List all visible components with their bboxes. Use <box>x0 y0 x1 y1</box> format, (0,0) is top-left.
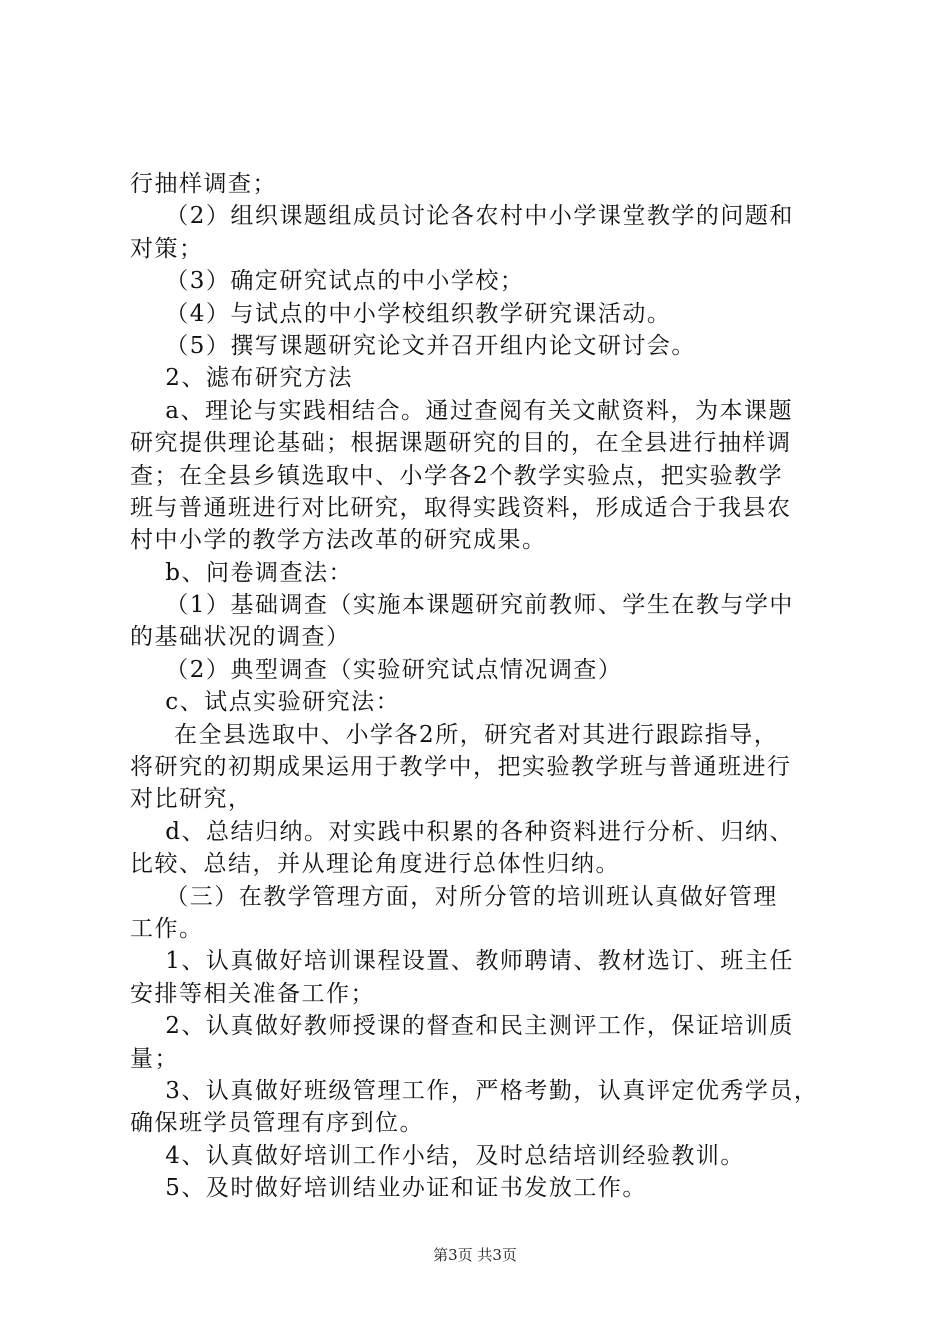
text-line: 查；在全县乡镇选取中、小学各2个教学实验点，把实验教学 <box>130 462 784 489</box>
text-line: 对比研究， <box>130 786 253 813</box>
text-line: 工作。 <box>130 915 204 942</box>
text-line: c、试点实验研究法： <box>130 689 401 716</box>
text-line: a、理论与实践相结合。通过查阅有关文献资料，为本课题 <box>130 397 793 424</box>
text-line: 确保班学员管理有序到位。 <box>130 1110 424 1137</box>
text-line: （3）确定研究试点的中小学校； <box>130 268 525 295</box>
text-line: 研究提供理论基础；根据课题研究的目的，在全县进行抽样调 <box>130 430 792 457</box>
text-line: 3、认真做好班级管理工作，严格考勤，认真评定优秀学员， <box>130 1077 819 1104</box>
text-line: b、问卷调查法： <box>130 559 353 586</box>
text-line: 4、认真做好培训工作小结，及时总结培训经验教训。 <box>130 1142 745 1169</box>
text-line: 的基础状况的调查） <box>130 624 351 651</box>
text-line: 量； <box>130 1045 179 1072</box>
text-line: 班与普通班进行对比研究，取得实践资料，形成适合于我县农 <box>130 494 792 521</box>
text-line: 对策； <box>130 235 204 262</box>
text-line: 2、认真做好教师授课的督查和民主测评工作，保证培训质 <box>130 1013 794 1040</box>
document-body <box>130 168 840 1205</box>
text-line: 5、及时做好培训结业办证和证书发放工作。 <box>130 1175 647 1202</box>
text-line: d、总结归纳。对实践中积累的各种资料进行分析、归纳、 <box>130 818 794 845</box>
section-heading: 2、滤布研究方法 <box>130 365 353 392</box>
text-line: 行抽样调查； <box>130 171 277 197</box>
text-line: （5）撰写课题研究论文并召开组内论文研讨会。 <box>130 332 696 359</box>
text-line: （2）组织课题组成员讨论各农村中小学课堂教学的问题和 <box>130 203 794 230</box>
text-line: （1）基础调查（实施本课题研究前教师、学生在教与学中 <box>130 592 794 619</box>
section-heading: （三）在教学管理方面，对所分管的培训班认真做好管理 <box>130 883 778 910</box>
text-line: 将研究的初期成果运用于教学中，把实验教学班与普通班进行 <box>130 754 792 781</box>
text-line: 村中小学的教学方法改革的研究成果。 <box>130 527 547 554</box>
text-line: 安排等相关准备工作； <box>130 980 375 1007</box>
text-line: （4）与试点的中小学校组织教学研究课活动。 <box>130 300 672 327</box>
page-number-footer: 第3页 共3页 <box>433 1246 517 1264</box>
text-line: （2）典型调查（实验研究试点情况调查） <box>130 656 623 683</box>
text-line: 在全县选取中、小学各2所，研究者对其进行跟踪指导， <box>130 721 779 748</box>
text-line: 比较、总结，并从理论角度进行总体性归纳。 <box>130 851 620 878</box>
text-line: 1、认真做好培训课程设置、教师聘请、教材选订、班主任 <box>130 948 794 975</box>
